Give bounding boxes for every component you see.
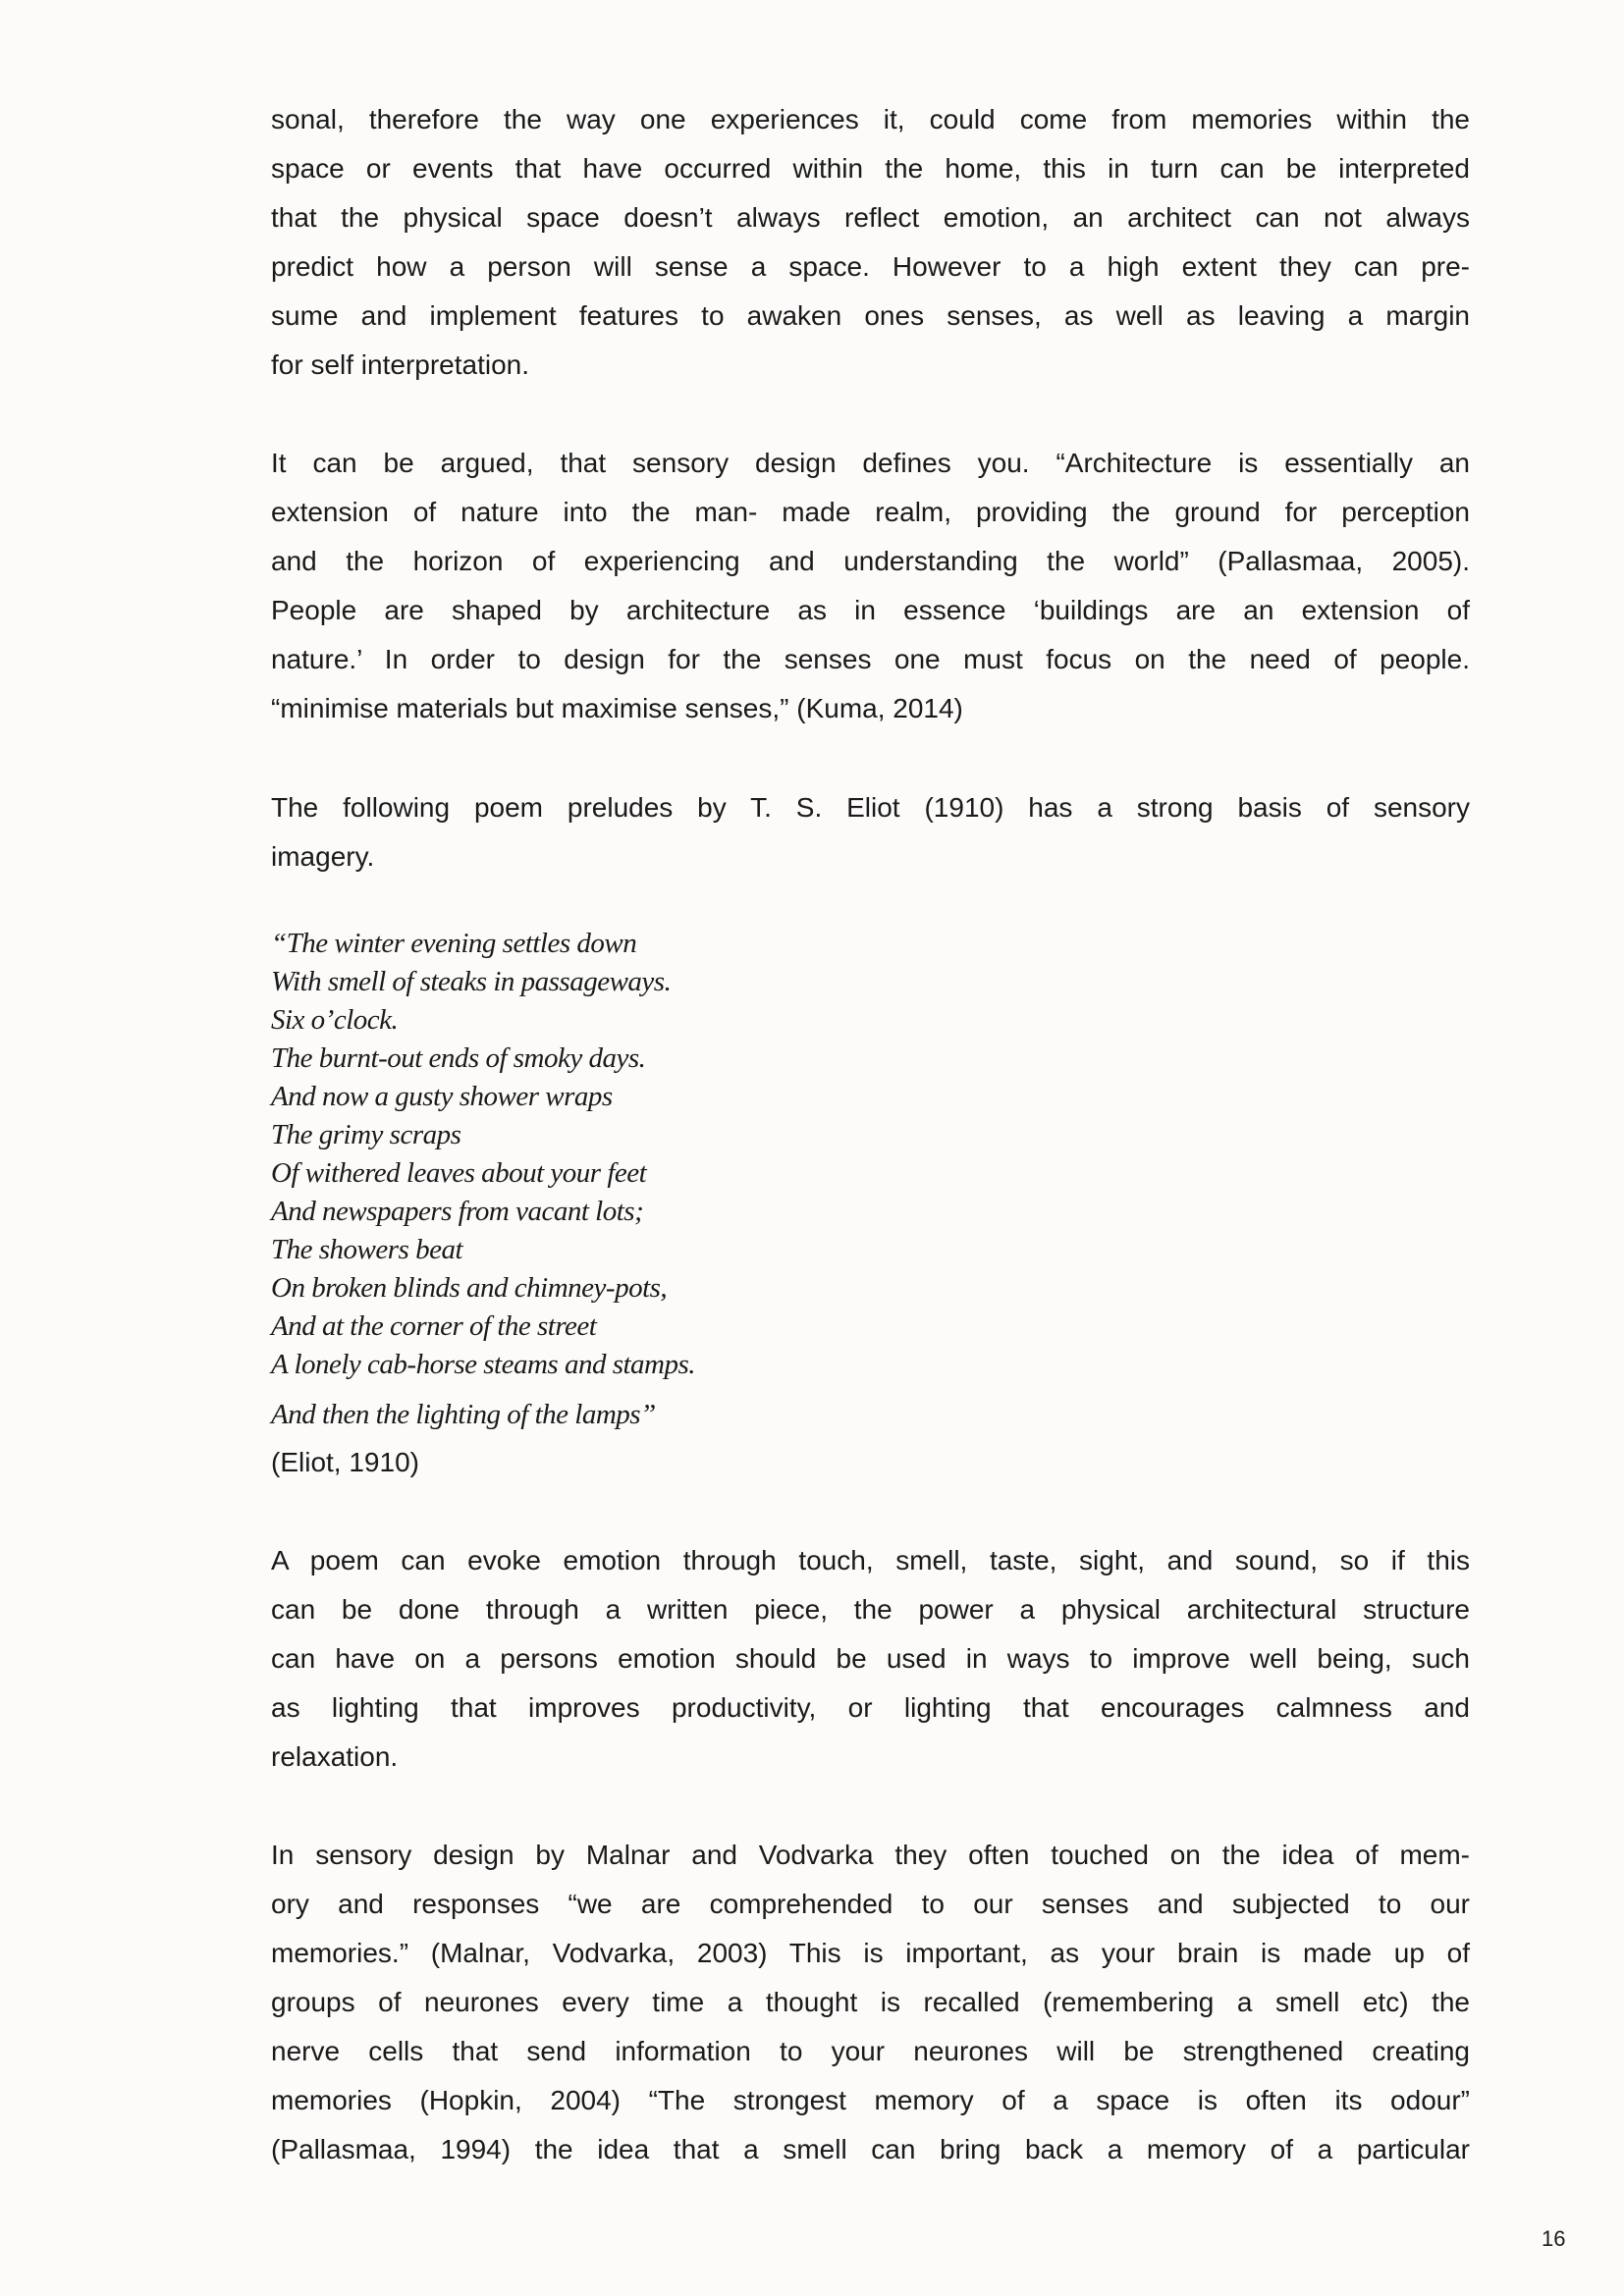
text-line: can be done through a written piece, the power a physical architectural structure bbox=[271, 1594, 1470, 1625]
poem-line: With smell of steaks in passageways. bbox=[271, 966, 672, 997]
text-line: In sensory design by Malnar and Vodvarka they often touched on the idea of mem- bbox=[271, 1840, 1470, 1870]
paragraph-4 bbox=[271, 1536, 1470, 1782]
page-number: 16 bbox=[1542, 2226, 1566, 2251]
poem-citation bbox=[271, 1438, 1470, 1487]
poem-line: “The winter evening settles down bbox=[271, 928, 637, 959]
text-line: memories.” (Malnar, Vodvarka, 2003) This is important, as your brain is made up of bbox=[271, 1938, 1470, 1968]
text-line: It can be argued, that sensory design defines you. “Architecture is essentially an bbox=[271, 448, 1470, 478]
poem-line: And now a gusty shower wraps bbox=[271, 1081, 613, 1112]
text-line: nerve cells that send information to your neurones will be strengthened creating bbox=[271, 2036, 1470, 2066]
text-line: The following poem preludes by T. S. Eliot (1910) has a strong basis of sensory bbox=[271, 792, 1470, 823]
poem-line: The grimy scraps bbox=[271, 1119, 461, 1150]
poem-line: The burnt-out ends of smoky days. bbox=[271, 1042, 646, 1074]
text-line: A poem can evoke emotion through touch, smell, taste, sight, and sound, so if this bbox=[271, 1545, 1470, 1575]
citation-text: (Eliot, 1910) bbox=[271, 1447, 419, 1477]
text-line: can have on a persons emotion should be used in ways to improve well being, such bbox=[271, 1643, 1470, 1674]
text-line: sume and implement features to awaken ones senses, as well as leaving a margin bbox=[271, 300, 1470, 331]
text-line: (Pallasmaa, 1994) the idea that a smell can bring back a memory of a particular bbox=[271, 2134, 1470, 2164]
poem-line: And newspapers from vacant lots; bbox=[271, 1196, 644, 1227]
text-line: sonal, therefore the way one experiences it, could come from memories within the bbox=[271, 104, 1470, 134]
poem-line: And at the corner of the street bbox=[271, 1310, 597, 1342]
text-line: memories (Hopkin, 2004) “The strongest memory of a space is often its odour” bbox=[271, 2085, 1470, 2115]
text-line: ory and responses “we are comprehended to our senses and subjected to our bbox=[271, 1889, 1470, 1919]
text-line: groups of neurones every time a thought is recalled (remembering a smell etc) the bbox=[271, 1987, 1470, 2017]
text-line: and the horizon of experiencing and understanding the world” (Pallasmaa, 2005). bbox=[271, 546, 1470, 576]
text-line: predict how a person will sense a space. However to a high extent they can pre- bbox=[271, 251, 1470, 282]
text-line: People are shaped by architecture as in essence ‘buildings are an extension of bbox=[271, 595, 1470, 625]
poem-line: On broken blinds and chimney-pots, bbox=[271, 1272, 668, 1304]
text-line: for self interpretation. bbox=[271, 349, 530, 380]
paragraph-3 bbox=[271, 783, 1470, 881]
poem-line: The showers beat bbox=[271, 1234, 462, 1265]
poem-line: Of withered leaves about your feet bbox=[271, 1157, 647, 1189]
paragraph-2 bbox=[271, 439, 1470, 733]
paragraph-5 bbox=[271, 1831, 1470, 2174]
poem-line: A lonely cab-horse steams and stamps. bbox=[271, 1349, 696, 1380]
text-line: as lighting that improves productivity, or lighting that encourages calmness and bbox=[271, 1692, 1470, 1723]
poem-quote bbox=[271, 925, 695, 1434]
text-line: space or events that have occurred within the home, this in turn can be interpreted bbox=[271, 153, 1470, 184]
text-line: relaxation. bbox=[271, 1741, 399, 1772]
text-line: “minimise materials but maximise senses,” (Kuma, 2014) bbox=[271, 693, 963, 723]
poem-line: And then the lighting of the lamps” bbox=[271, 1399, 656, 1430]
poem-line: Six o’clock. bbox=[271, 1004, 399, 1036]
paragraph-1 bbox=[271, 95, 1470, 390]
text-line: that the physical space doesn’t always reflect emotion, an architect can not always bbox=[271, 202, 1470, 233]
text-line: nature.’ In order to design for the senses one must focus on the need of people. bbox=[271, 644, 1470, 674]
text-line: imagery. bbox=[271, 841, 375, 872]
text-line: extension of nature into the man- made realm, providing the ground for perception bbox=[271, 497, 1470, 527]
